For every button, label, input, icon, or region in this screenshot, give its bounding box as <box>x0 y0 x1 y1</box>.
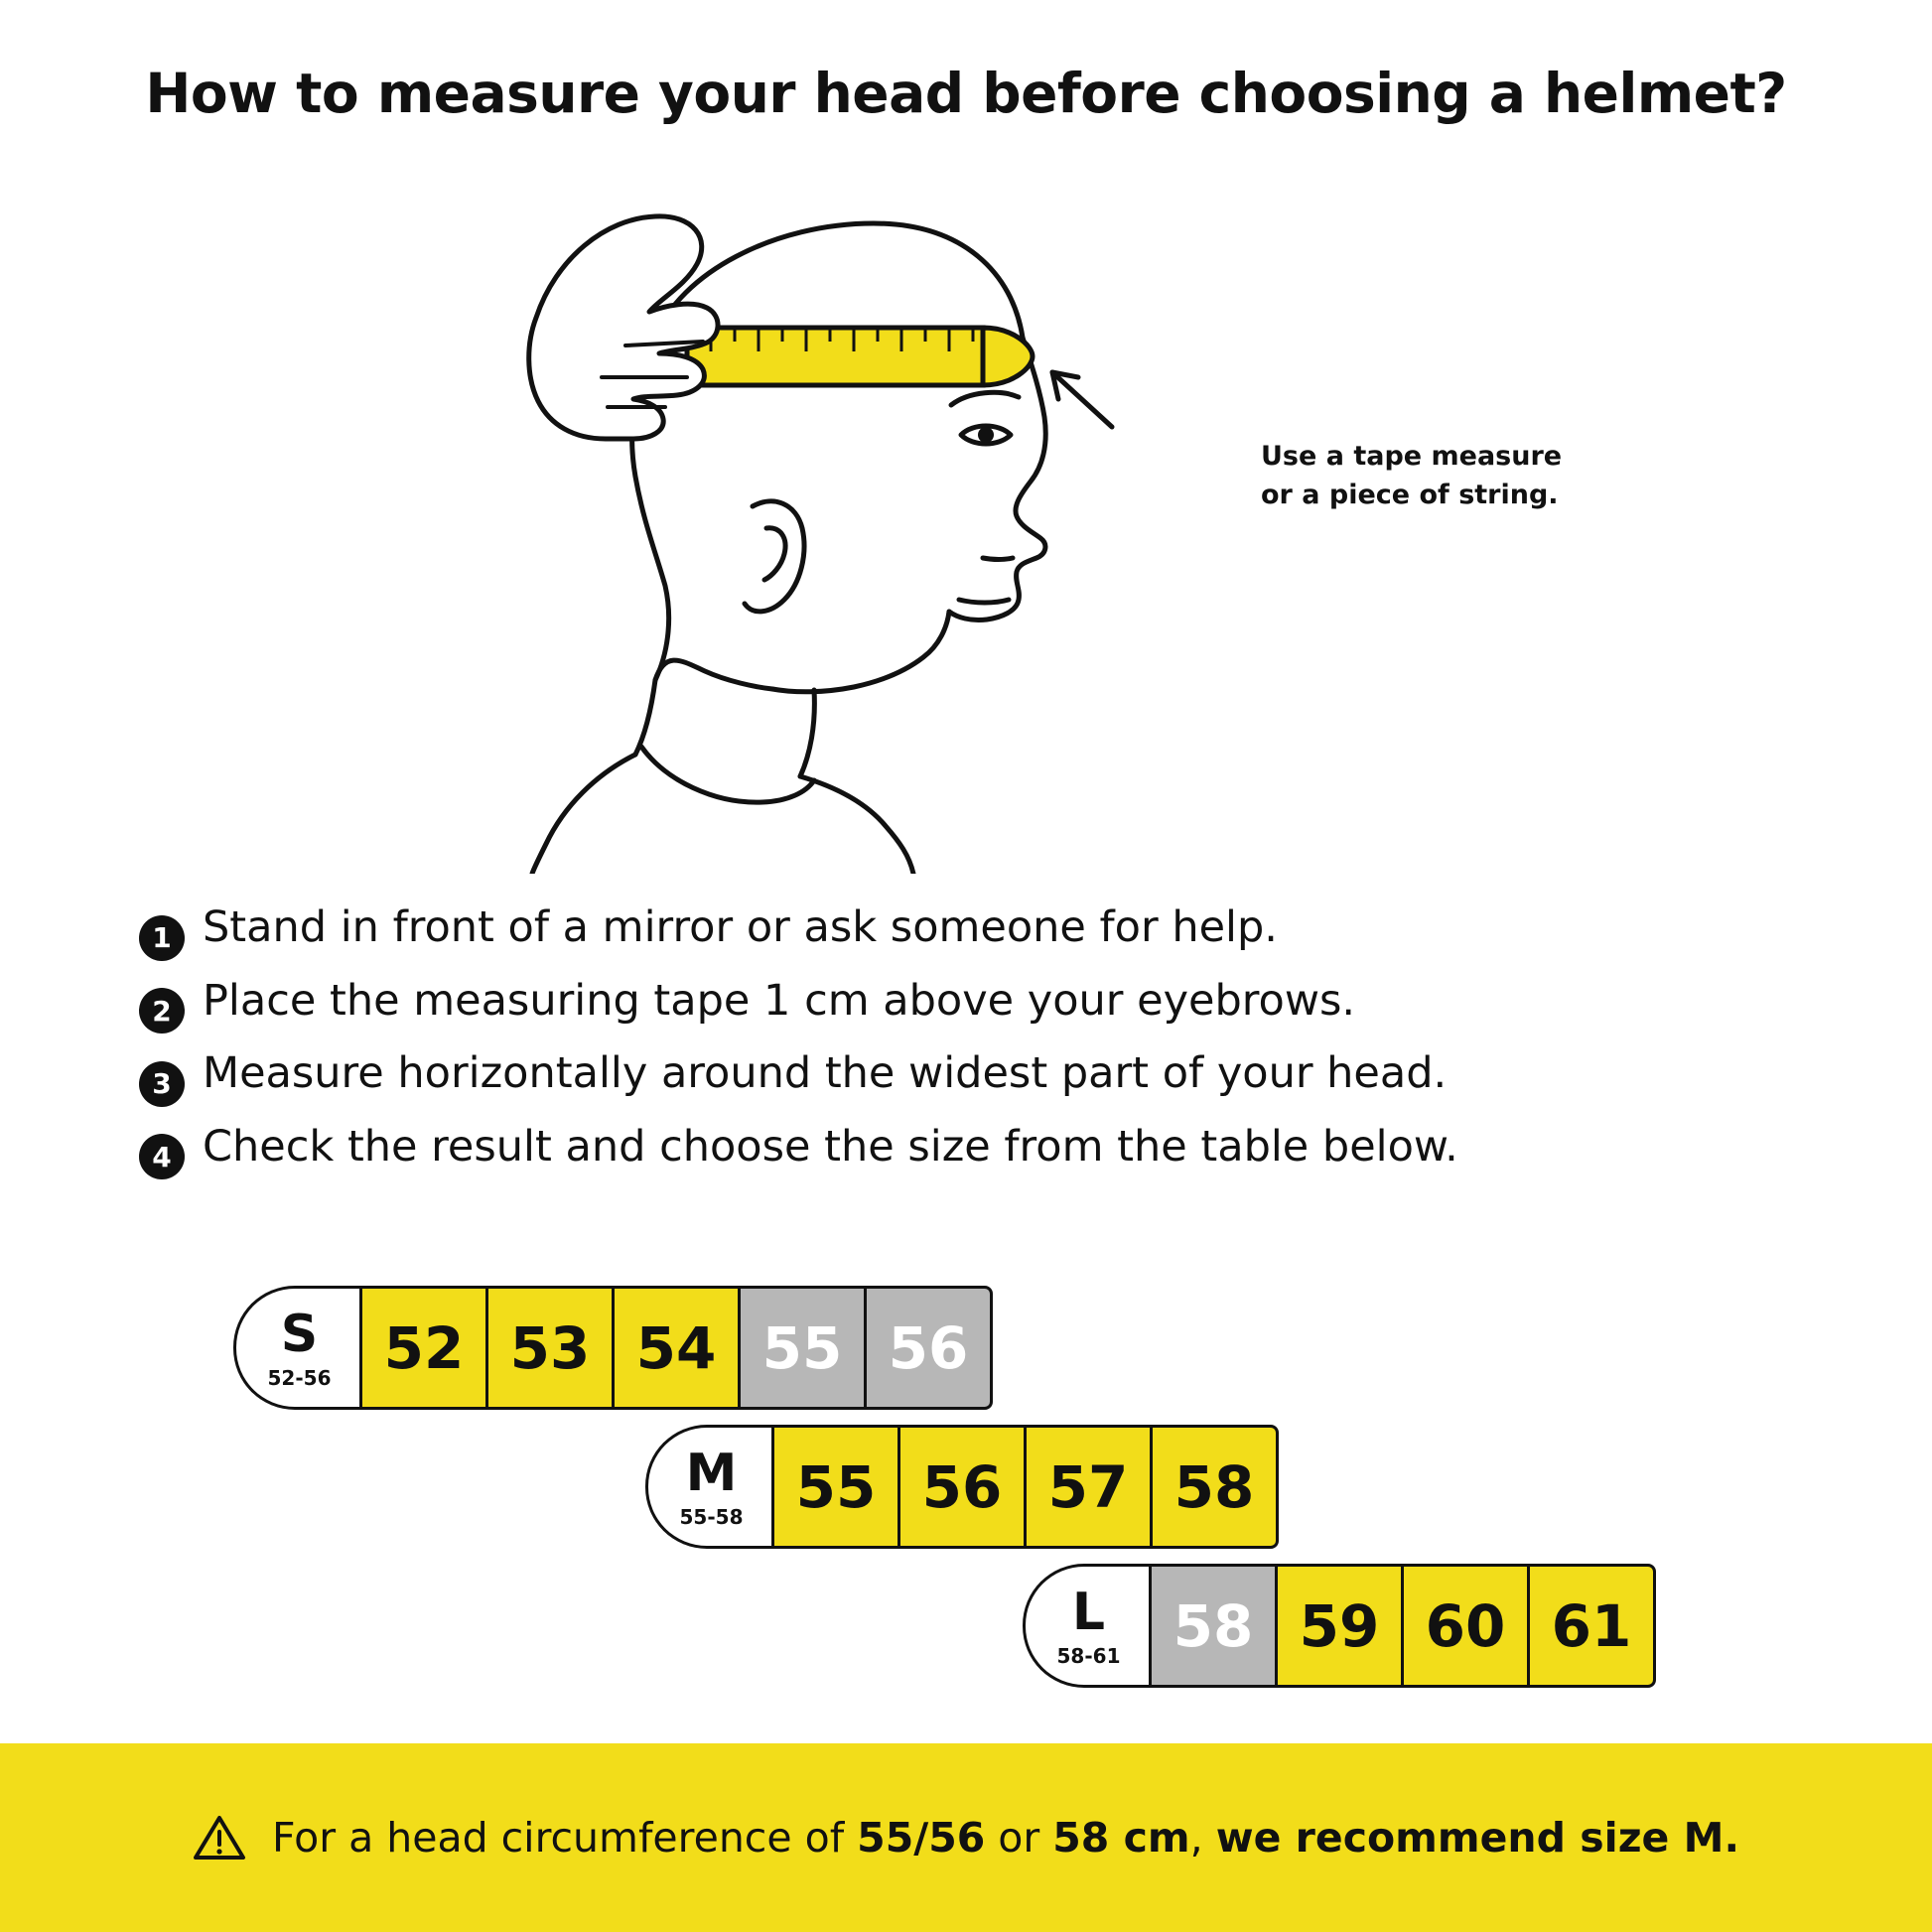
size-range: 55-58 <box>679 1504 744 1529</box>
step-item <box>139 977 1827 1029</box>
size-cell: 54 <box>612 1286 741 1410</box>
step-text: Check the result and choose the size from the table below. <box>203 1121 1458 1172</box>
step-item <box>139 1123 1827 1174</box>
size-cell: 61 <box>1527 1564 1656 1688</box>
size-cell: 56 <box>864 1286 993 1410</box>
step-item <box>139 1049 1827 1101</box>
size-row-l <box>1023 1564 1656 1688</box>
size-cell: 55 <box>738 1286 867 1410</box>
recommendation-text <box>272 1814 1739 1862</box>
footer-text-part2: or <box>985 1814 1053 1862</box>
size-label-l <box>1023 1564 1152 1688</box>
footer-text-part3: , <box>1189 1814 1216 1862</box>
step-item <box>139 903 1827 955</box>
footer-bold-1: 55/56 <box>857 1814 986 1862</box>
size-cell: 56 <box>897 1425 1027 1549</box>
step-text: Measure horizontally around the widest part of your head. <box>203 1048 1448 1098</box>
tape-measure-callout <box>1261 437 1618 514</box>
step-text: Place the measuring tape 1 cm above your eyebrows. <box>203 975 1356 1026</box>
size-label-m <box>645 1425 774 1549</box>
footer-bold-2: 58 cm <box>1052 1814 1190 1862</box>
size-cell: 60 <box>1401 1564 1530 1688</box>
size-cell: 52 <box>359 1286 488 1410</box>
size-letter: M <box>685 1443 738 1503</box>
step-number-badge: 3 <box>139 1061 185 1107</box>
size-range: 52-56 <box>267 1365 332 1390</box>
size-cell: 55 <box>771 1425 900 1549</box>
footer-text-part1: For a head circumference of <box>271 1814 858 1862</box>
step-number-badge: 1 <box>139 915 185 961</box>
size-row-s <box>233 1286 993 1410</box>
recommendation-banner <box>0 1743 1932 1932</box>
step-text: Stand in front of a mirror or ask someone for help. <box>203 902 1278 952</box>
size-label-s <box>233 1286 362 1410</box>
footer-bold-3: we recommend size M. <box>1215 1814 1740 1862</box>
page-title: How to measure your head before choosing a helmet? <box>145 62 1787 125</box>
head-measurement-illustration <box>516 179 1410 874</box>
size-cell: 59 <box>1275 1564 1404 1688</box>
step-number-badge: 4 <box>139 1134 185 1179</box>
size-cell: 58 <box>1149 1564 1278 1688</box>
instruction-steps <box>139 903 1827 1195</box>
size-range: 58-61 <box>1056 1643 1121 1668</box>
size-chart <box>0 1286 1932 1713</box>
callout-line-1: Use a tape measure <box>1261 441 1563 472</box>
size-cell: 53 <box>485 1286 615 1410</box>
size-letter: L <box>1071 1582 1106 1642</box>
size-cell: 58 <box>1150 1425 1279 1549</box>
size-row-m <box>645 1425 1279 1549</box>
size-cell: 57 <box>1024 1425 1153 1549</box>
warning-triangle-icon <box>193 1814 246 1862</box>
callout-line-2: or a piece of string. <box>1261 480 1559 511</box>
step-number-badge: 2 <box>139 988 185 1034</box>
size-letter: S <box>280 1304 319 1364</box>
